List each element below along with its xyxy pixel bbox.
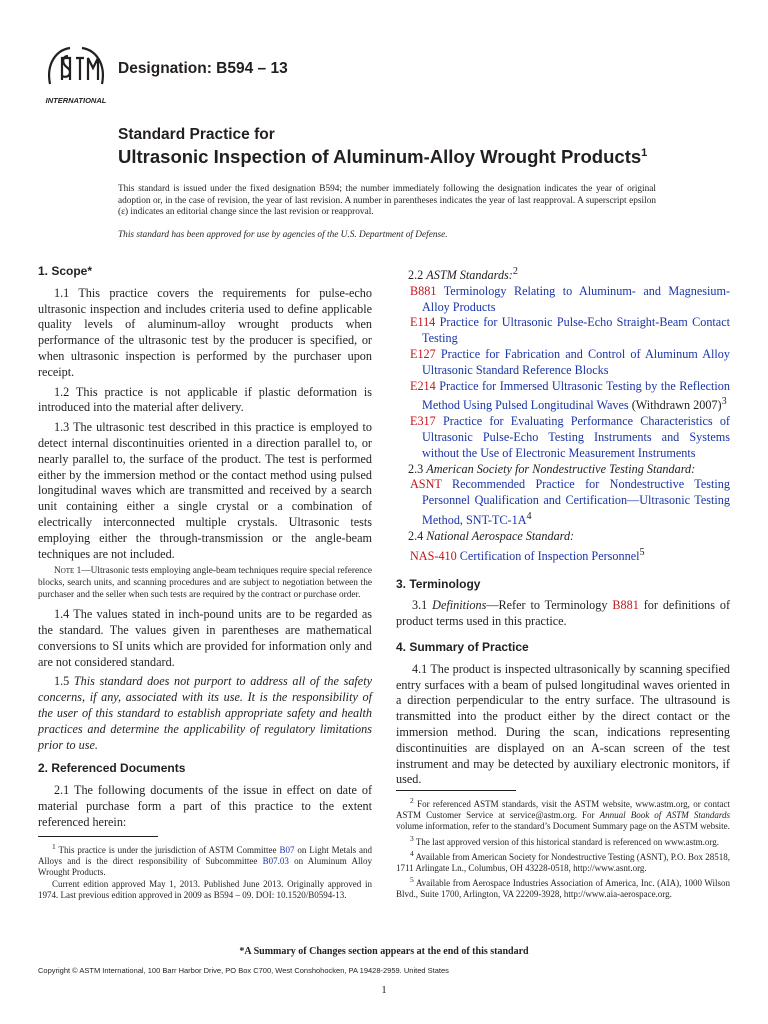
- logo-text: INTERNATIONAL: [45, 96, 107, 105]
- footnote-2-text-b: volume information, refer to the standard’s Document Summary page on the ASTM website.: [396, 821, 730, 832]
- ref-code-link[interactable]: B881: [410, 283, 437, 298]
- scope-heading: 1. Scope*: [38, 264, 93, 278]
- footnote-rule: [38, 836, 158, 837]
- ref-title-link[interactable]: Practice for Fabrication and Control of Aluminum Alloy Ultrasonic Standard Reference Blocks: [422, 347, 730, 377]
- note-1: [38, 566, 372, 601]
- ref-title-link[interactable]: Terminology Relating to Aluminum- and Magnesium-Alloy Products: [422, 283, 730, 314]
- para-3-1-text-b: for definitions of product terms used in this practice.: [396, 598, 731, 629]
- footnote-1: $^1$ This practice is under the jurisdiction of ASTM Committee B07 on Light Metals and Alloys and is the direct responsibility of Subcommittee B07.03 on Aluminum Alloy Wrought Products.: [38, 842, 372, 878]
- copyright-line: Copyright © ASTM International, 100 Barr Harbor Drive, PO Box C700, West Conshohocken, PA 19428-2959. United States: [38, 966, 449, 975]
- section-2-4-title: National Aerospace Standard:: [426, 528, 575, 543]
- ref-code-link[interactable]: E317: [410, 414, 436, 429]
- terminology-b881-link[interactable]: B881: [612, 598, 639, 613]
- footnote-4-text: Available from American Society for Nondestructive Testing (ASNT), P.O. Box 28518, 1711 Arlingate Ln., Columbus, OH 43228-0518, http://www.asnt.org.: [396, 851, 730, 874]
- footnote-1-edition: Current edition approved May 1, 2013. Published June 2013. Originally approved in 1974. Last previous edition approved in 2009 as B594 – 09. DOI: 10.1520/B0594-13.: [38, 878, 372, 900]
- ref-code-link[interactable]: E114: [410, 315, 436, 330]
- para-1-5-number: 1.5: [54, 674, 70, 689]
- section-2-3-title: American Society for Nondestructive Testing Standard:: [426, 461, 696, 476]
- footnote-1-text-b: on Light Metals and Alloys and is the direct responsibility of Subcommittee: [38, 845, 372, 867]
- left-column: [38, 264, 372, 834]
- footnote-3: $^3$ The last approved version of this historical standard is referenced on www.astm.org.: [410, 833, 720, 847]
- title-footnote-mark: 1: [641, 146, 648, 159]
- summary-of-changes-note: *A Summary of Changes section appears at the end of this standard: [239, 946, 529, 957]
- section-2-4: [408, 529, 730, 545]
- standard-type: Standard Practice for: [118, 126, 275, 143]
- page-number: 1: [381, 984, 387, 996]
- section-2-4-number: 2.4: [408, 528, 424, 543]
- para-1-4: 1.4 The values stated in inch-pound units are to be regarded as the standard. The values given in parentheses are mathematical conversions to SI units which are provided for information only and are not considered standard.: [38, 607, 372, 669]
- para-3-1-number: 3.1: [412, 598, 428, 613]
- footnote-5-text: Available from Aerospace Industries Association of America, Inc. (AIA), 1000 Wilson Blvd., Suite 1700, Arlington, VA 22209-3928, http://www.aia-aerospace.org.: [396, 878, 730, 900]
- referenced-documents-heading: 2. Referenced Documents: [38, 761, 186, 776]
- para-2-1: 2.1 The following documents of the issue in effect on date of material purchase form a part of this practice to the extent referenced herein:: [38, 783, 372, 829]
- ref-e127: [410, 347, 730, 379]
- standard-title: [118, 146, 647, 168]
- footnote-rule: [396, 790, 516, 791]
- dod-approval-statement: This standard has been approved for use by agencies of the U.S. Department of Defense.: [118, 230, 448, 240]
- designation: Designation: B594 – 13: [118, 60, 288, 77]
- para-1-1: 1.1 This practice covers the requirements for pulse-echo ultrasonic inspection and includes criteria used to define applicable quality levels of aluminum-alloy wrought products when performance of the ultrasonic test by the producer is specified, or when ultrasonic inspection is performed by the purchaser upon receipt.: [38, 285, 372, 379]
- footnote-mark-3: 3: [721, 396, 727, 408]
- footnotes-left: [38, 836, 372, 901]
- ref-title-link[interactable]: Recommended Practice for Nondestructive Testing Personnel Qualification and Certification—Ultrasonic Testing Method, SNT-TC-1A: [422, 477, 730, 528]
- section-2-2-title: ASTM Standards:: [426, 268, 513, 283]
- para-1-2: 1.2 This practice is not applicable if plastic deformation is introduced into the material after delivery.: [38, 384, 372, 415]
- ref-title-link[interactable]: Practice for Evaluating Performance Characteristics of Ultrasonic Pulse-Echo Testing Instruments and Systems without the Use of Electronic Measurement Instruments: [422, 414, 730, 460]
- title-text: Ultrasonic Inspection of Aluminum-Alloy Wrought Products: [118, 146, 642, 167]
- footnote-mark-4: 4: [526, 511, 532, 523]
- withdrawn-note: (Withdrawn 2007): [628, 398, 722, 413]
- ref-code-link[interactable]: E214: [410, 378, 436, 393]
- terminology-heading: 3. Terminology: [396, 576, 481, 591]
- committee-b07-link[interactable]: B07: [279, 845, 295, 855]
- ref-code-link[interactable]: E127: [410, 347, 436, 362]
- ref-code-link[interactable]: NAS-410: [410, 548, 457, 563]
- para-4-1: 4.1 The product is inspected ultrasonically by scanning specified entry surfaces with a beam of pulsed longitudinal waves oriented in a direction perpendicular to the entry surface. The ultrasound is transmitted into the product either by the direct contact or the immersion method. During the scan, indications representing discontinuities are displayed on an A-scan screen of the test instrument and may be detected by auxiliary electronic monitors, if used.: [396, 661, 730, 787]
- footnote-3-text: The last approved version of this historical standard is referenced on www.astm.org.: [415, 836, 720, 847]
- ref-e214: [410, 379, 730, 415]
- ref-title-link[interactable]: Certification of Inspection Personnel: [459, 548, 640, 563]
- note-label: Note 1: [54, 566, 82, 577]
- footnote-2-book-title: Annual Book of ASTM Standards: [599, 810, 731, 821]
- ref-e317: [410, 414, 730, 461]
- ref-nas-410: [410, 545, 730, 565]
- section-2-3-number: 2.3: [408, 461, 424, 476]
- para-1-5: [38, 674, 372, 753]
- para-3-1-term: Definitions: [432, 598, 487, 613]
- footnote-2: $^2$ For referenced ASTM standards, visit the ASTM website, www.astm.org, or contact ASTM Customer Service at service@astm.org. For Annual Book of ASTM Standards volume information, refer to the standard’s Document Summary page on the ASTM website.: [396, 796, 731, 832]
- section-2-2-number: 2.2: [408, 268, 424, 283]
- right-column: [396, 264, 730, 792]
- footnote-4: $^4$ Available from American Society for Nondestructive Testing (ASNT), P.O. Box 28518, 1711 Arlingate Ln., Columbus, OH 43228-0518, http://www.asnt.org.: [396, 848, 730, 874]
- ref-title-link[interactable]: Practice for Immersed Ultrasonic Testing by the Reflection Method Using Pulsed Longitudinal Waves: [422, 378, 730, 413]
- subcommittee-b0703-link[interactable]: B07.03: [262, 856, 289, 867]
- ref-e114: [410, 315, 730, 347]
- footnote-mark-5: 5: [639, 546, 645, 558]
- footnote-mark-2: 2: [512, 266, 518, 277]
- note-text: —Ultrasonic tests employing angle-beam techniques require special reference blocks, search units, and scanning procedures and are subject to negotiation between the purchaser and the seller when such tests are required by the contract or purchase order.: [38, 566, 372, 600]
- astm-logo: [40, 44, 112, 108]
- section-2-2: [408, 264, 730, 284]
- section-2-3: [408, 462, 730, 478]
- footnote-1-text-a: This practice is under the jurisdiction of ASTM Committee: [58, 845, 277, 855]
- issuance-statement: This standard is issued under the fixed designation B594; the number immediately following the designation indicates the year of original adoption or, in the case of revision, the year of last revision. A number in parentheses indicates the year of last reapproval. A superscript epsilon (ε) indicates an editorial change since the last revision or reapproval.: [118, 184, 656, 218]
- footnote-2-text-a: For referenced ASTM standards, visit the ASTM website, www.astm.org, or contact ASTM Customer Service at service@astm.org. For: [396, 799, 731, 821]
- para-3-1: [396, 598, 730, 630]
- ref-asnt: [410, 477, 730, 528]
- footnote-1-text-c: on Aluminum Alloy Wrought Products.: [38, 856, 372, 878]
- para-1-3: 1.3 The ultrasonic test described in this practice is employed to detect internal discontinuities oriented in a direction parallel to, or nearly parallel to, the surface of the product. The test is performed either by the immersion method or the contact method using pulsed longitudinal waves which are transmitted and received by a search unit containing either a single crystal or a combination of electrically interconnected multiple crystals. Ultrasonic tests employing either the through-transmission or the angle-beam techniques are not included.: [38, 420, 372, 561]
- para-1-5-text: This standard does not purport to address all of the safety concerns, if any, associated with its use. It is the responsibility of the user of this standard to establish appropriate safety and health practices and determine the applicability of regulatory limitations prior to use.: [38, 674, 372, 752]
- ref-b881: [410, 284, 730, 316]
- footnotes-right: [396, 790, 730, 901]
- ref-title-link[interactable]: Practice for Ultrasonic Pulse-Echo Straight-Beam Contact Testing: [422, 315, 730, 346]
- para-3-1-text-a: —Refer to Terminology: [486, 598, 608, 613]
- ref-code-link[interactable]: ASNT: [410, 477, 442, 492]
- summary-of-practice-heading: 4. Summary of Practice: [396, 639, 529, 654]
- footnote-5: $^5$ Available from Aerospace Industries Association of America, Inc. (AIA), 1000 Wilson Blvd., Suite 1700, Arlington, VA 22209-3928, http://www.aia-aerospace.org.: [396, 875, 730, 900]
